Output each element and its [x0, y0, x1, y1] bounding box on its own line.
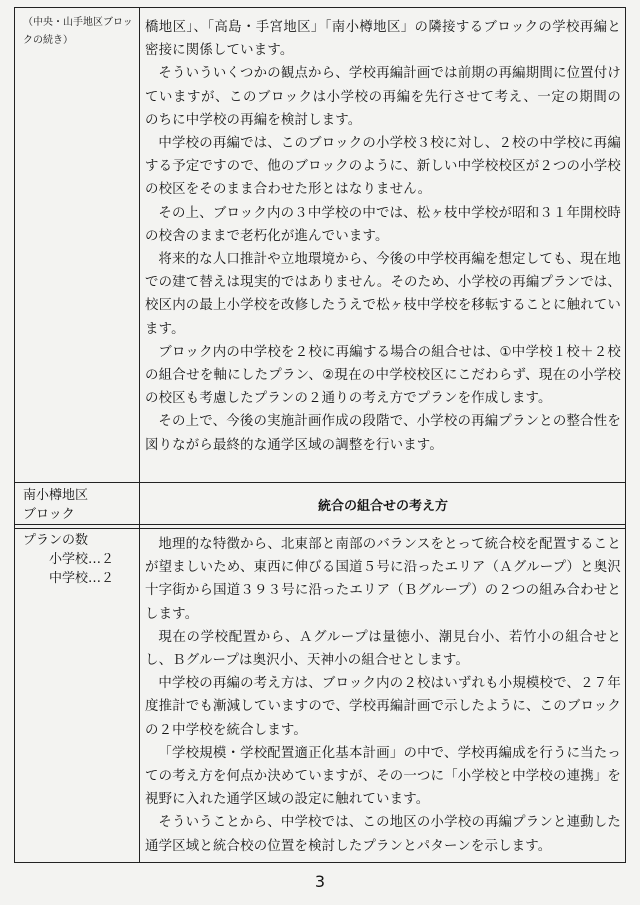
section2-paragraph: 中学校の再編の考え方は、ブロック内の２校はいずれも小規模校で、２７年度推計でも漸減していますので、学校再編計画で示したように、このブロックの２中学校を統合します。: [145, 676, 621, 738]
section1-label: （中央・山手地区ブロックの続き）: [23, 17, 133, 46]
block-suffix: ブロック: [23, 507, 75, 522]
section2-header: 統合の組合せの考え方: [317, 498, 448, 514]
section1-body: [145, 16, 621, 457]
section1-paragraph: 橋地区」、「高島・手宮地区」「南小樽地区」の隣接するブロックの学校再編と密接に関係しています。: [145, 20, 621, 59]
header-row-divider: [15, 524, 625, 525]
section1-paragraph: ブロック内の中学校を２校に再編する場合の組合せは、①中学校１校＋２校の組合せを軸にしたプラン、②現在の中学校校区にこだわらず、現在の小学校の校区も考慮したプランの２通りの考え方でプランを作成します。: [145, 344, 621, 407]
block-name: 南小樽地区: [23, 488, 89, 503]
plan-count-label: プランの数: [23, 533, 89, 548]
section1-paragraph: その上で、今後の実施計画作成の段階で、小学校の再編プランとの整合性を図りながら最終的な通学区域の調整を行います。: [145, 414, 621, 453]
section2-paragraph: 地理的な特徴から、北東部と南部のバランスをとって統合校を配置することが望ましいため、東西に伸びる国道５号に沿ったエリア（Ａグループ）と奥沢十字街から国道３９３号に沿ったエリア（Ｂグループ）の２つの組み合わせとします。: [145, 537, 621, 622]
section1-paragraph: 中学校の再編では、このブロックの小学校３校に対し、２校の中学校に再編する予定ですので、他のブロックのように、新しい中学校校区が２つの小学校の校区をそのまま合わせた形とはなりません。: [145, 136, 621, 198]
section1-paragraph: 将来的な人口推計や立地環境から、今後の中学校再編を想定しても、現在地での建て替えは現実的ではありません。そのため、小学校の再編プランでは、校区内の最上小学校を改修したうえで松ヶ枝中学校を移転することに触れています。: [145, 252, 621, 337]
plan-count-elementary: 小学校…２: [49, 552, 115, 567]
section2-paragraph: 「学校規模・学校配置適正化基本計画」の中で、学校再編成を行うに当たっての考え方を何点か決めていますが、その一つに「小学校と中学校の連携」を視野に入れた通学区域の設定に触れています。: [145, 745, 621, 808]
section2-paragraph: そういうことから、中学校では、この地区の小学校の再編プランと連動した通学区域と統合校の位置を検討したプランとパターンを示します。: [145, 815, 621, 854]
row-divider: [15, 482, 625, 483]
section2-body: [145, 533, 621, 858]
section1-paragraph: そういういくつかの観点から、学校再編計画では前期の再編期間に位置付けていますが、このブロックは小学校の再編を先行させて考え、一定の期間ののちに中学校の再編を検討します。: [145, 66, 621, 128]
page-number: 3: [314, 872, 326, 891]
column-divider: [139, 8, 140, 862]
section1-paragraph: その上、ブロック内の３中学校の中では、松ヶ枝中学校が昭和３１年開校時の校舎のままで老朽化が進んでいます。: [145, 205, 621, 244]
section2-paragraph: 現在の学校配置から、Ａグループは量徳小、潮見台小、若竹小の組合せとし、Ｂグループは奥沢小、天神小の組合せとします。: [145, 629, 621, 669]
block-name-cell: [23, 486, 135, 524]
document-table: [14, 7, 626, 863]
plan-count-cell: [23, 531, 135, 588]
header-row-divider-double: [15, 528, 625, 529]
plan-count-junior: 中学校…２: [49, 571, 115, 586]
